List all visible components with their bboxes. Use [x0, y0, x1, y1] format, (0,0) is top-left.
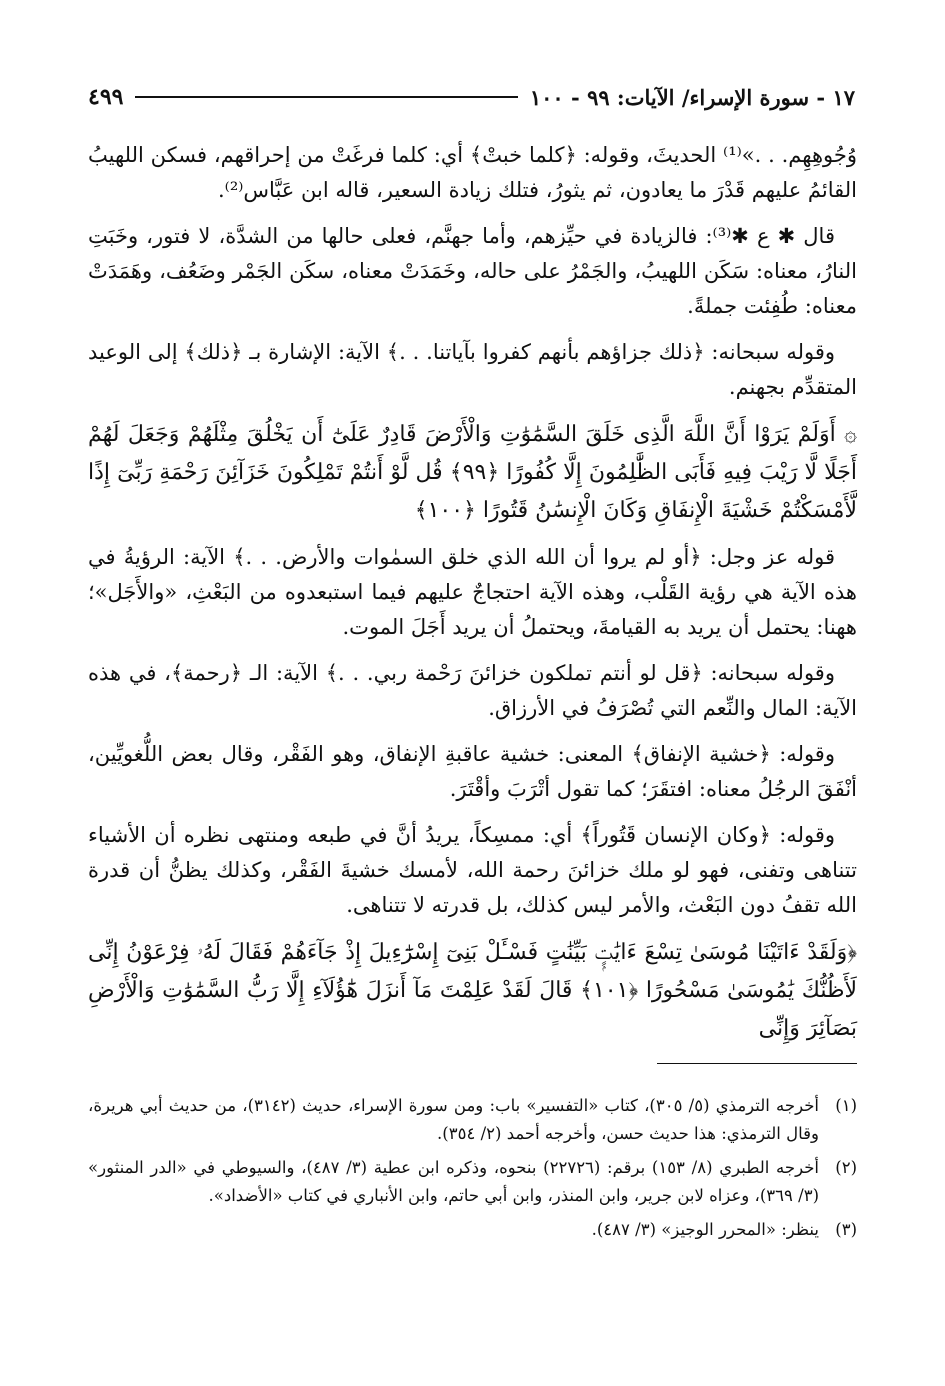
footnote-text: أخرجه الترمذي (٥/ ٣٠٥)، كتاب «التفسير» باب: ومن سورة الإسراء، حديث (٣١٤٢)، من حديث أبي هريرة، وقال الترمذي: هذا حديث حسن، وأخرجه أحمد (٢/ ٣٥٤). [88, 1096, 819, 1143]
footnote-text: أخرجه الطبري (٨/ ١٥٣) برقم: (٢٢٧٢٦) بنحوه، وذكره ابن عطية (٣/ ٤٨٧)، والسيوطي في «الدر المنثور» (٣/ ٣٦٩)، وعزاه لابن جرير، وابن المنذر، وابن أبي حاتم، وابن الأنباري في كتاب «الأضداد». [88, 1158, 819, 1205]
footnote-number: (١) [835, 1096, 857, 1115]
running-header [88, 82, 855, 112]
page-body [88, 138, 857, 1054]
header-rule [135, 96, 517, 98]
footnote-number: (٣) [835, 1220, 857, 1239]
footnote [88, 1154, 857, 1210]
page-number: ٤٩٩ [88, 84, 124, 110]
paragraph: وقوله: ﴿خشية الإنفاق﴾ المعنى: خشية عاقبةِ الإنفاق، وهو الفَقْر، وقال بعض اللُّغويِّين، أنْفَقَ الرجُلُ معناه: افتقَرَ؛ كما تقول أتْرَبَ وأقْتَرَ. [88, 742, 857, 801]
footnote-divider [657, 1063, 857, 1064]
footnote [88, 1216, 857, 1244]
footnotes [88, 1092, 857, 1250]
paragraph: وقوله: ﴿وكان الإنسان قَتُوراً﴾ أي: ممسِكاً، يريدُ أنَّ في طبعه ومنتهى نظره أن الأشياء تتناهى وتفنى، فهو لو ملك خزائنَ رحمة الله، لأمسك خشيةَ الفَقْر، وكذلك يظنُّ أن قدرة الله تقفُ دون البَعْث، والأمر ليس كذلك، بل قدرته لا تتناهى. [88, 823, 857, 917]
footnote-number: (٢) [835, 1158, 857, 1177]
quran-verse-101: ﴿وَلَقَدْ ءَاتَيْنَا مُوسَىٰ تِسْعَ ءَايَٰتٍۭ بَيِّنَٰتٍ فَسْـَٔلْ بَنِىٓ إِسْرَٰٓءِيلَ إِذْ جَآءَهُمْ فَقَالَ لَهُۥ فِرْعَوْنُ إِنِّى لَأَظُنُّكَ يَٰمُوسَىٰ مَسْحُورًا ﴿١٠١﴾ قَالَ لَقَدْ عَلِمْتَ مَآ أَنزَلَ هَٰٓؤُلَآءِ إِلَّا رَبُّ السَّمَٰوَٰتِ وَالْأَرْضِ بَصَآئِرَ وَإِنِّى [88, 940, 858, 1041]
paragraph: قال ✱ ع ✱⁽³⁾: فالزيادة في حيِّزهم، وأما جهنَّم، فعلى حالها من الشدَّة، لا فتور، وخَبَتِ النارُ، معناه: سَكَن اللهيبُ، والجَمْرُ على حاله، وخَمَدَتْ معناه، سكَن الجَمْر وضَعُف، وهَمَدَتْ معناه: طُفِئت جملةً. [88, 224, 857, 318]
header-title: ١٧ - سورة الإسراء/ الآيات: ٩٩ - ١٠٠ [529, 84, 855, 110]
paragraph: وقوله سبحانه: ﴿ذلك جزاؤهم بأنهم كفروا بآياتنا. . .﴾ الآية: الإشارة بـ ﴿ذلك﴾ إلى الوعيد المتقدِّم بجهنم. [88, 340, 857, 399]
paragraph: قوله عز وجل: ﴿أو لم يروا أن الله الذي خلق السمٰوات والأرض. . .﴾ الآية: الرؤيةُ في هذه الآية هي رؤية القَلْب، وهذه الآية احتجاجٌ عليهم فيما استبعدوه من البَعْثِ، «والأَجَل»؛ ههنا: يحتمل أن يريد به القيامةَ، ويحتملُ أن يريد أَجَلَ الموت. [88, 545, 857, 639]
paragraph: وقوله سبحانه: ﴿قل لو أنتم تملكون خزائنَ رَحْمة ربي. . .﴾ الآية: الـ ﴿رحمة﴾، في هذه الآية: المال والنِّعم التي تُصْرَفُ في الأرزاق. [88, 661, 857, 720]
footnote-text: ينظر: «المحرر الوجيز» (٣/ ٤٨٧). [591, 1220, 819, 1239]
quran-verses-99-100: ۞ أَوَلَمْ يَرَوْا أَنَّ اللَّهَ الَّذِى خَلَقَ السَّمَٰوَٰتِ وَالْأَرْضَ قَادِرٌ عَلَىٰٓ أَن يَخْلُقَ مِثْلَهُمْ وَجَعَلَ لَهُمْ أَجَلًا لَّا رَيْبَ فِيهِ فَأَبَى الظَّٰلِمُونَ إِلَّا كُفُورًا ﴿٩٩﴾ قُل لَّوْ أَنتُمْ تَمْلِكُونَ خَزَآئِنَ رَحْمَةِ رَبِّىٓ إِذًا لَّأَمْسَكْتُمْ خَشْيَةَ الْإِنفَاقِ وَكَانَ الْإِنسَٰنُ قَتُورًا ﴿١٠٠﴾ [88, 422, 857, 523]
paragraph: وُجُوهِهِم. . .»⁽¹⁾ الحديثَ، وقوله: ﴿كلما خبتْ﴾ أي: كلما فرغَتْ من إحراقهم، فسكن اللهيبُ القائمُ عليهم قَدْرَ ما يعادون، ثم يثورُ، فتلك زيادة السعير، قاله ابن عَبَّاس⁽²⁾. [88, 143, 857, 202]
footnote [88, 1092, 857, 1148]
